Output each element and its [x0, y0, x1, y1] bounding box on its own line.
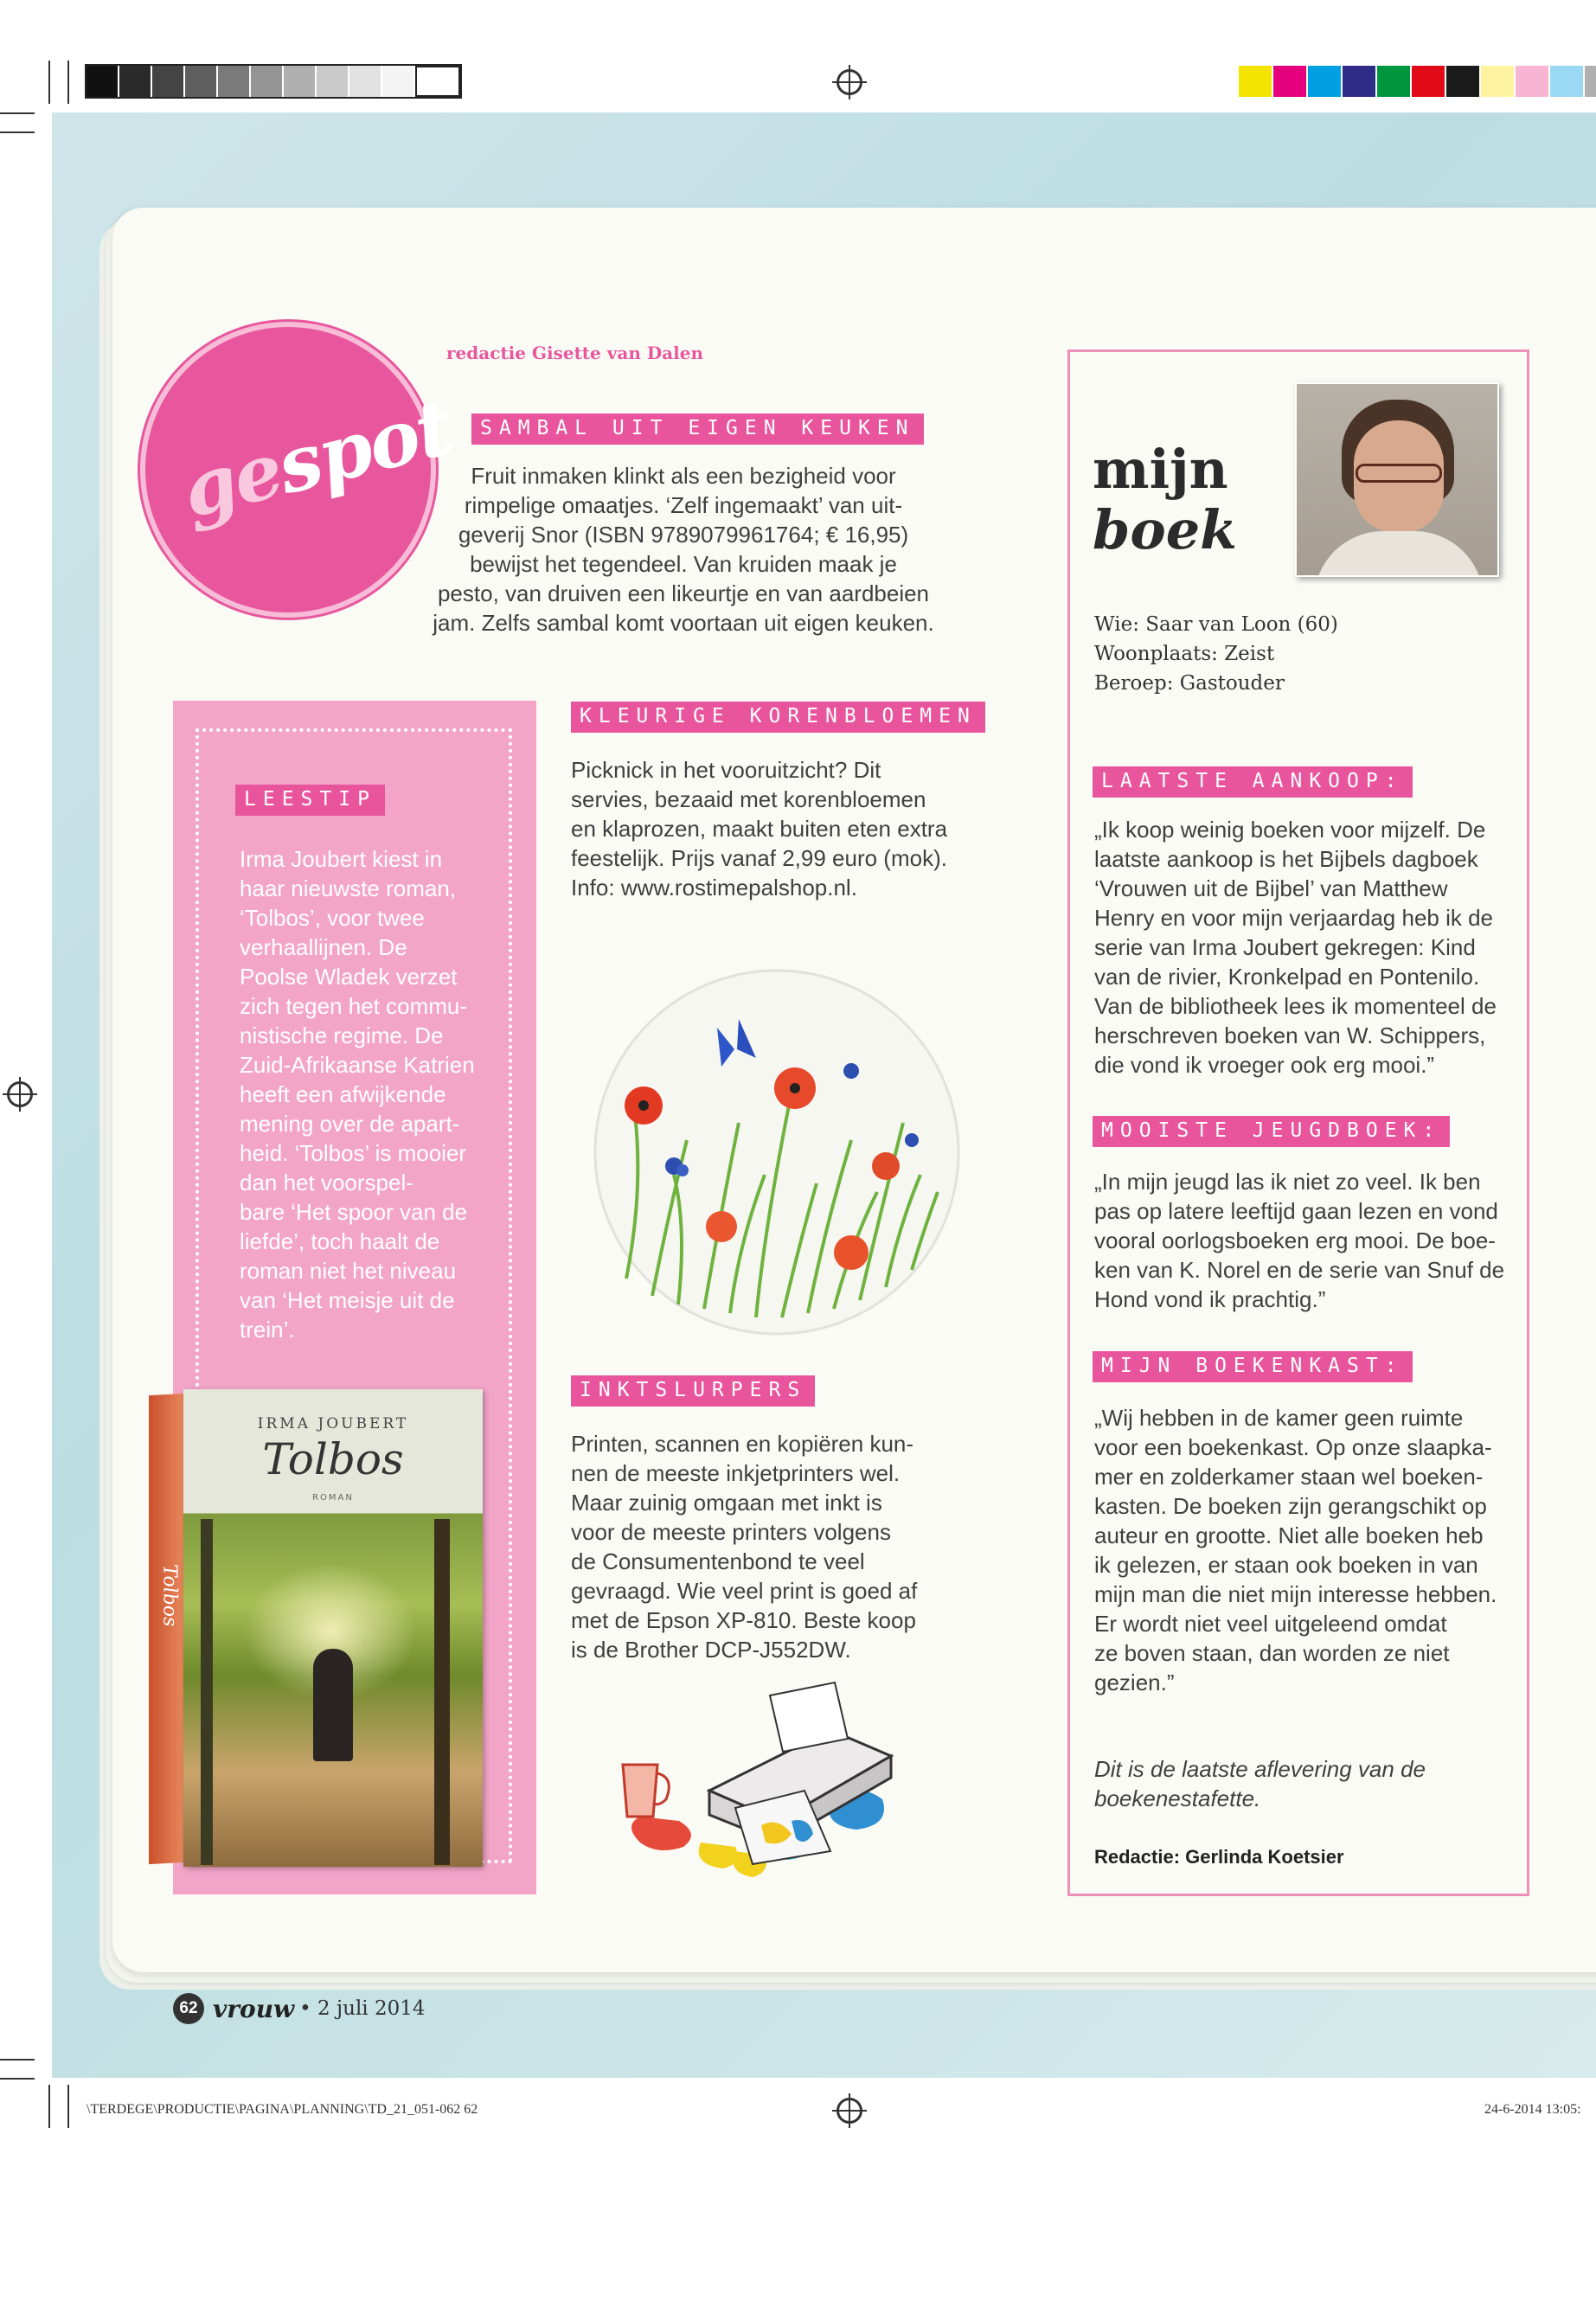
profile-woonplaats: Woonplaats: Zeist [1094, 643, 1275, 665]
leestip-line: roman niet het niveau [240, 1258, 457, 1284]
flower-plate-image [592, 967, 962, 1337]
laatste-line: laatste aankoop is het Bijbels dagboek [1094, 846, 1478, 872]
leestip-heading: LEESTIP [235, 785, 385, 816]
laatste-line: Van de bibliotheek lees ik momenteel de [1094, 993, 1497, 1019]
korenbloemen-line: servies, bezaaid met korenbloemen [571, 786, 926, 812]
inktslurpers-line: de Consumentenbond te veel [571, 1548, 865, 1574]
gespot-ge: ge [173, 424, 291, 535]
laatste-aankoop-body [1094, 815, 1518, 1080]
kast-line: ze boven staan, dan worden ze niet [1094, 1640, 1450, 1666]
book-tree [201, 1519, 213, 1865]
leestip-line: Irma Joubert kiest in [240, 846, 443, 872]
leestip-line: liefde’, toch haalt de [240, 1228, 440, 1254]
korenbloemen-heading: KLEURIGE KORENBLOEMEN [571, 702, 985, 733]
laatste-line: ‘Vrouwen uit de Bijbel’ van Matthew [1094, 875, 1448, 901]
page-number: 62 [173, 1993, 204, 2024]
book-spine [149, 1394, 185, 1864]
jeugdboek-body [1094, 1167, 1518, 1314]
boekenkast-heading: MIJN BOEKENKAST: [1093, 1351, 1413, 1382]
sambal-line: geverij Snor (ISBN 9789079961764; € 16,95) [458, 522, 909, 548]
book-title: Tolbos [262, 1434, 404, 1484]
jeugd-line: Hond vond ik prachtig.” [1094, 1286, 1326, 1312]
inktslurpers-line: is de Brother DCP-J552DW. [571, 1637, 851, 1663]
mijn-boek-title [1093, 439, 1237, 561]
jeugd-line: pas op latere leeftijd gaan lezen en vond [1094, 1198, 1498, 1224]
korenbloemen-line: feestelijk. Prijs vanaf 2,99 euro (mok). [571, 845, 947, 871]
crop-mark [48, 61, 50, 104]
book-cover [183, 1389, 483, 1867]
sambal-line: jam. Zelfs sambal komt voortaan uit eigen keuken. [433, 610, 934, 636]
kast-line: Er wordt niet veel uitgeleend omdat [1094, 1611, 1447, 1637]
leestip-line: zich tegen het commu- [240, 993, 468, 1019]
leestip-line: Poolse Wladek verzet [240, 964, 458, 990]
printer-illustration [606, 1678, 969, 1881]
sambal-line: bewijst het tegendeel. Van kruiden maak je [470, 551, 897, 577]
laatste-line: die vond ik vroeger ook erg mooi.” [1094, 1052, 1435, 1078]
inktslurpers-line: Maar zuinig omgaan met inkt is [571, 1490, 882, 1516]
slug-timestamp: 24-6-2014 13:05: [1484, 2102, 1581, 2117]
inktslurpers-line: voor de meeste printers volgens [571, 1519, 891, 1545]
redactie-credit: Redactie: Gerlinda Koetsier [1094, 1846, 1344, 1868]
leestip-line: heeft een afwijkende [240, 1081, 446, 1107]
laatste-line: herschreven boeken van W. Schippers, [1094, 1022, 1486, 1048]
jeugdboek-heading: MOOISTE JEUGDBOEK: [1093, 1116, 1450, 1147]
kast-line: ik gelezen, er staan ook boeken in van [1094, 1552, 1478, 1578]
page-footer [173, 1991, 426, 2026]
laatste-line: Henry en voor mijn verjaardag heb ik de [1094, 905, 1494, 931]
closing-line: Dit is de laatste aflevering van de [1094, 1756, 1426, 1782]
sambal-heading: SAMBAL UIT EIGEN KEUKEN [471, 413, 924, 445]
closing-line: boekenestafette. [1094, 1785, 1261, 1811]
leestip-line: dan het voorspel- [240, 1170, 413, 1195]
sambal-body [381, 461, 986, 638]
korenbloemen-line: en klaprozen, maakt buiten eten extra [571, 816, 948, 842]
crop-mark [0, 2078, 35, 2080]
kast-line: voor een boekenkast. Op onze slaapka- [1094, 1434, 1492, 1460]
mijn-boek-title-line2: boek [1093, 498, 1238, 561]
inktslurpers-line: met de Epson XP-810. Beste koop [571, 1607, 916, 1633]
portrait-photo [1295, 382, 1499, 577]
closing-note [1094, 1754, 1518, 1813]
leestip-line: trein’. [240, 1317, 295, 1343]
kast-line: mer en zolderkamer staan wel boeken- [1094, 1464, 1484, 1490]
book-spine-title: Tolbos [158, 1563, 181, 1627]
kast-line: kasten. De boeken zijn gerangschikt op [1094, 1493, 1487, 1519]
slug-path: \TERDEGE\PRODUCTIE\PAGINA\PLANNING\TD_21_051-062 62 [87, 2102, 478, 2117]
korenbloemen-line: Info: www.rostimepalshop.nl. [571, 875, 857, 901]
crop-mark [0, 2059, 35, 2061]
kast-line: auteur en grootte. Niet alle boeken heb [1094, 1522, 1484, 1548]
inktslurpers-body [571, 1429, 960, 1664]
leestip-line: haar nieuwste roman, [240, 875, 457, 901]
jeugd-line: vooral oorlogsboeken erg mooi. De boe- [1094, 1227, 1496, 1253]
magazine-name: vrouw [213, 1994, 295, 2023]
inktslurpers-heading: INKTSLURPERS [571, 1375, 815, 1407]
portrait-glasses [1356, 464, 1442, 483]
leestip-body [240, 844, 516, 1344]
leestip-line: bare ‘Het spoor van de [240, 1199, 468, 1225]
book-author: IRMA JOUBERT [257, 1415, 409, 1433]
editor-credit: redactie Gisette van Dalen [446, 343, 703, 363]
jeugd-line: ken van K. Norel en de serie van Snuf de [1094, 1257, 1505, 1283]
kast-line: „Wij hebben in de kamer geen ruimte [1094, 1405, 1464, 1431]
book-tree [434, 1519, 450, 1865]
portrait-shirt [1314, 531, 1484, 577]
profile-info [1094, 610, 1338, 698]
leestip-line: heid. ‘Tolbos’ is mooier [240, 1140, 467, 1166]
leestip-line: verhaallijnen. De [240, 934, 407, 960]
sambal-line: rimpelige omaatjes. ‘Zelf ingemaakt’ van uit- [464, 492, 903, 518]
issue-date: • 2 juli 2014 [299, 1997, 426, 2020]
crop-mark [0, 131, 35, 133]
boekenkast-body [1094, 1403, 1518, 1697]
sambal-line: Fruit inmaken klinkt als een bezigheid voor [471, 463, 896, 489]
crop-mark [67, 2085, 69, 2128]
jeugd-line: „In mijn jeugd las ik niet zo veel. Ik ben [1094, 1169, 1481, 1195]
registration-mark-top [836, 69, 862, 95]
laatste-line: „Ik koop weinig boeken voor mijzelf. De [1094, 817, 1486, 843]
korenbloemen-line: Picknick in het vooruitzicht? Dit [571, 757, 881, 783]
leestip-line: van ‘Het meisje uit de [240, 1287, 455, 1313]
book-subtitle: ROMAN [312, 1493, 354, 1503]
mijn-boek-title-line1: mijn [1093, 438, 1228, 501]
leestip-line: Zuid-Afrikaanse Katrien [240, 1052, 475, 1078]
laatste-line: serie van Irma Joubert gekregen: Kind [1094, 934, 1476, 960]
book-figure [313, 1649, 353, 1761]
leestip-line: mening over de apart- [240, 1111, 460, 1137]
registration-mark-left [7, 1081, 33, 1107]
leestip-line: nistische regime. De [240, 1022, 444, 1048]
korenbloemen-body [571, 755, 960, 902]
inktslurpers-line: gevraagd. Wie veel print is goed af [571, 1578, 918, 1604]
crop-mark [48, 2085, 50, 2128]
laatste-aankoop-heading: LAATSTE AANKOOP: [1093, 766, 1413, 798]
kast-line: gezien.” [1094, 1670, 1175, 1695]
crop-mark [67, 61, 69, 104]
laatste-line: van de rivier, Kronkelpad en Pontenilo. [1094, 964, 1480, 990]
gespot-spot: spot [268, 381, 460, 512]
leestip-line: ‘Tolbos’, voor twee [240, 905, 425, 931]
crop-mark [0, 112, 35, 114]
inktslurpers-line: Printen, scannen en kopiëren kun- [571, 1431, 914, 1457]
kast-line: mijn man die niet mijn interesse hebben. [1094, 1581, 1497, 1607]
sambal-line: pesto, van druiven een likeurtje en van aardbeien [437, 580, 930, 606]
registration-mark-bottom [836, 2098, 862, 2124]
profile-beroep: Beroep: Gastouder [1094, 672, 1285, 695]
inktslurpers-line: nen de meeste inkjetprinters wel. [571, 1460, 901, 1486]
profile-wie: Wie: Saar van Loon (60) [1094, 613, 1338, 636]
